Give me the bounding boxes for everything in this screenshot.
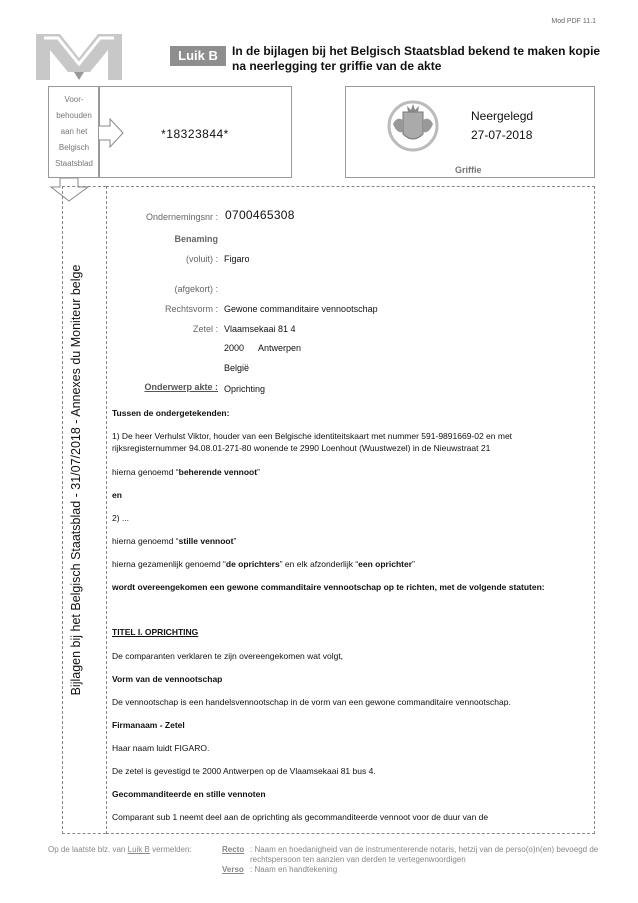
onderwerp-value: Oprichting: [224, 384, 266, 394]
paragraph: Haar naam luidt FIGARO.: [112, 743, 210, 753]
afgekort-label: (afgekort) :: [174, 284, 218, 294]
voluit-label: (voluit) :: [185, 254, 218, 264]
footer-instructions: Recto : Naam en hoedanigheid van de instrumenterende notaris, hetzij van de perso(o)n(en) bevoegd de rechtspersoon ten aanzien van derden te vertegenwoordigen Verso : Naam en handtekening: [222, 845, 599, 874]
section-heading: Gecommanditeerde en stille vennoten: [112, 789, 266, 799]
voluit-value: Figaro: [224, 254, 250, 264]
paragraph: wordt overeengekomen een gewone commanditaire vennootschap op te richten, met de volgende statuten:: [112, 582, 545, 592]
benaming-label: Benaming: [174, 234, 218, 244]
neergelegd-label: Neergelegd: [471, 109, 534, 123]
zetel-city: Antwerpen: [258, 343, 302, 353]
zetel-country: België: [224, 363, 250, 373]
paragraph: 1) De heer Verhulst Viktor, houder van een Belgische identiteitskaart met nummer 591-9891669-02 en met rijksregisternummer 94.08.01-271-80 wonende te 2990 Loenhout (Wuustwezel) in de Nieuwstraat 21: [112, 431, 513, 453]
section-heading: TITEL I. OPRICHTING: [112, 627, 199, 637]
royal-seal-icon: [385, 96, 441, 156]
paragraph: 2) ...: [112, 513, 130, 523]
ondernemingsnr-value: 0700465308: [225, 208, 295, 222]
paragraph: Tussen de ondergetekenden:: [112, 408, 230, 418]
document-id: *18323844*: [161, 127, 229, 141]
vertical-side-text: Bijlagen bij het Belgisch Staatsblad - 31/07/2018 - Annexes du Moniteur belge: [69, 264, 83, 696]
page-title: In de bijlagen bij het Belgisch Staatsblad bekend te maken kopie na neerlegging ter griffie van de akte: [232, 44, 601, 73]
belgisch-staatsblad-logo: [30, 28, 128, 82]
voorbehouden-text: Voor- behouden aan het Belgisch Staatsblad: [55, 95, 93, 168]
paragraph: hierna gezamenlijk genoemd “de oprichters” en elk afzonderlijk “een oprichter”: [112, 559, 415, 569]
zetel-postcode: 2000: [224, 343, 245, 353]
section-heading: Vorm van de vennootschap: [112, 674, 223, 684]
footer-note: Op de laatste blz. van Luik B vermelden:: [48, 845, 192, 854]
onderwerp-label: Onderwerp akte :: [144, 382, 218, 392]
zetel-label: Zetel :: [192, 324, 218, 334]
form-version: Mod PDF 11.1: [551, 18, 596, 25]
paragraph: De comparanten verklaren te zijn overeengekomen wat volgt,: [112, 651, 344, 661]
griffie-label: Griffie: [455, 165, 482, 175]
rechtsvorm-label: Rechtsvorm :: [164, 304, 218, 314]
rechtsvorm-value: Gewone commanditaire vennootschap: [224, 304, 378, 314]
luik-b-badge: Luik B: [170, 46, 226, 66]
neergelegd-date: 27-07-2018: [471, 128, 533, 142]
zetel-street: Vlaamsekaai 81 4: [224, 324, 296, 334]
paragraph: en: [112, 490, 122, 500]
paragraph: De vennootschap is een handelsvennootschap in de vorm van een gewone commanditaire vennootschap.: [112, 697, 511, 707]
section-heading: Firmanaam - Zetel: [112, 720, 185, 730]
paragraph: De zetel is gevestigd te 2000 Antwerpen op de Vlaamsekaai 81 bus 4.: [112, 766, 376, 776]
ondernemingsnr-label: Ondernemingsnr :: [145, 212, 218, 222]
paragraph: hierna genoemd “stille vennoot”: [112, 536, 237, 546]
paragraph: hierna genoemd “beherende vennoot”: [112, 467, 260, 477]
paragraph: Comparant sub 1 neemt deel aan de oprichting als gecommanditeerde vennoot voor de duur van de: [112, 812, 489, 822]
